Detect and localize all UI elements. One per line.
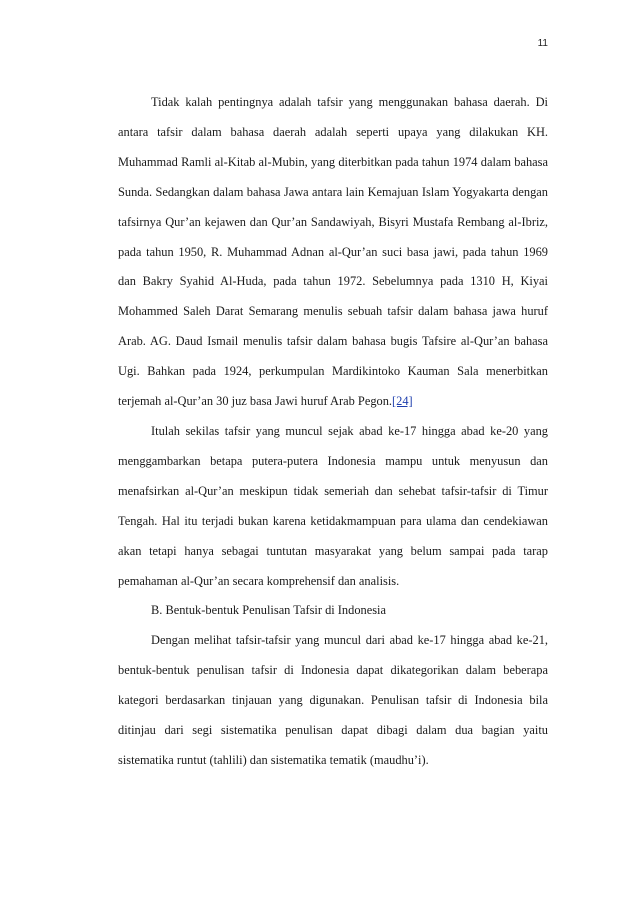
paragraph-section-intro: Dengan melihat tafsir-tafsir yang muncul dari abad ke-17 hingga abad ke-21, bentuk-bentuk penulisan tafsir di Indonesia dapat dikategorikan dalam beberapa kategori berdasarkan tinjauan yang digunakan. Penulisan tafsir di Indonesia bila ditinjau dari segi sistematika penulisan dapat dibagi dalam dua bagian yaitu sistematika runtut (tahlili) dan sistematika tematik (maudhu’i). (118, 633, 548, 767)
body-text (118, 88, 548, 776)
section-heading: B. Bentuk-bentuk Penulisan Tafsir di Indonesia (151, 603, 386, 618)
citation-link[interactable]: [24] (392, 394, 413, 409)
paragraph-regional-tafsir (118, 88, 548, 417)
page-number: 11 (537, 38, 548, 49)
paragraph-summary: Itulah sekilas tafsir yang muncul sejak abad ke-17 hingga abad ke-20 yang menggambarkan betapa putera-putera Indonesia mampu untuk menyusun dan menafsirkan al-Qur’an meskipun tidak semeriah dan sehebat tafsir-tafsir di Timur Tengah. Hal itu terjadi bukan karena ketidakmampuan para ulama dan cendekiawan akan tetapi hanya sebagai tuntutan masyarakat yang belum sampai pada tarap pemahaman al-Qur’an secara komprehensif dan analisis. (118, 423, 548, 588)
paragraph-text: Tidak kalah pentingnya adalah tafsir yang menggunakan bahasa daerah. Di antara tafsir dalam bahasa daerah adalah seperti upaya yang dilakukan KH. Muhammad Ramli al-Kitab al-Mubin, yang diterbitkan pada tahun 1974 dalam bahasa Sunda. Sedangkan dalam bahasa Jawa antara lain Kemajuan Islam Yogyakarta dengan tafsirnya Qur’an kejawen dan Qur’an Sandawiyah, Bisyri Mustafa Rembang al-Ibriz, pada tahun 1950, R. Muhammad Adnan al-Qur’an suci basa jawi, pada tahun 1969 dan Bakry Syahid Al-Huda, pada tahun 1972. Sebelumnya pada 1310 H, Kiyai Mohammed Saleh Darat Semarang menulis sebuah tafsir dalam bahasa jawa huruf Arab. AG. Daud Ismail menulis tafsir dalam bahasa bugis Tafsire al-Qur’an bahasa Ugi. Bahkan pada 1924, perkumpulan Mardikintoko Kauman Sala menerbitkan terjemah al-Qur’an 30 juz basa Jawi huruf Arab Pegon. (118, 95, 548, 409)
